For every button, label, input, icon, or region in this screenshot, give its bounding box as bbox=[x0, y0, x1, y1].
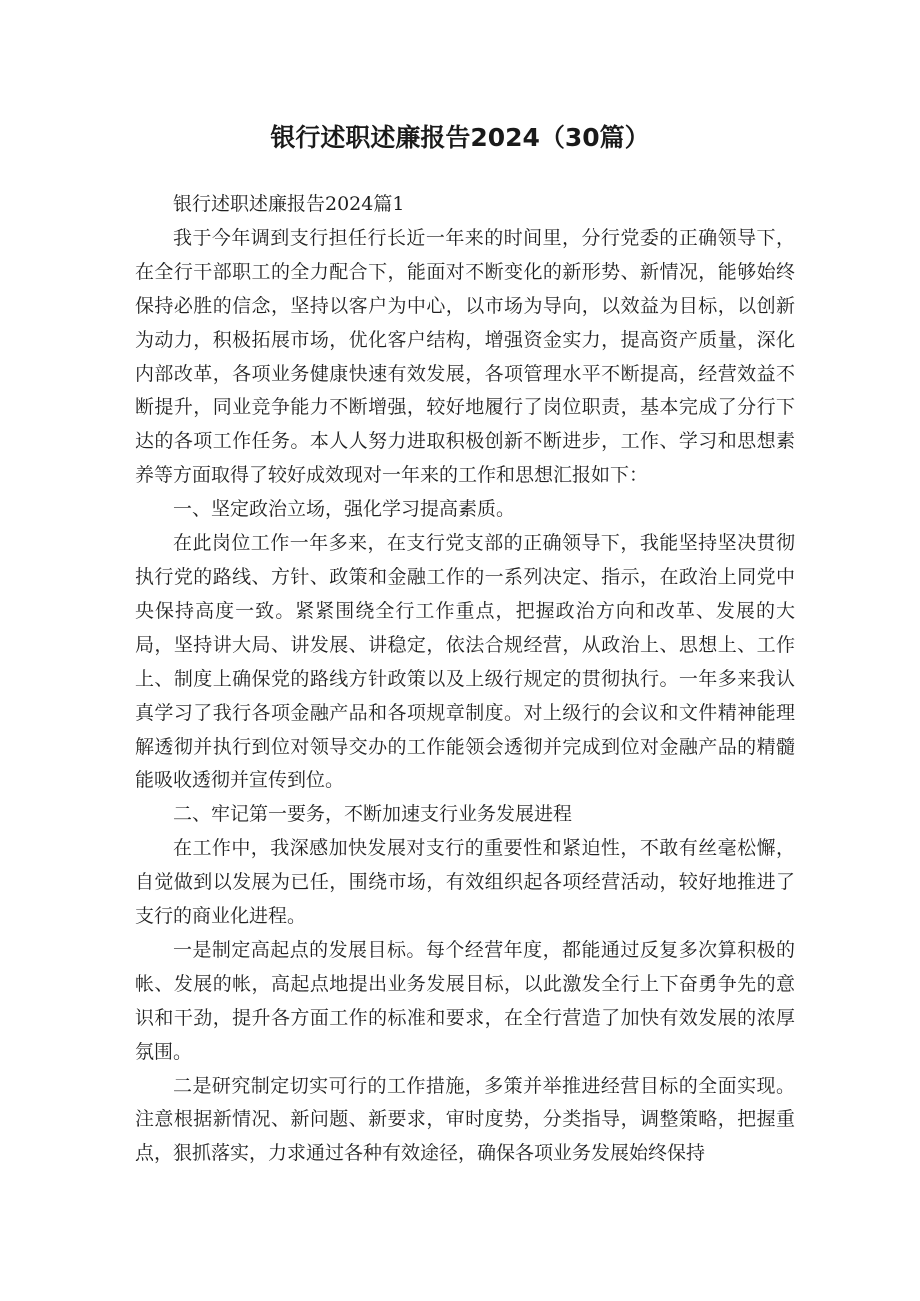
paragraph: 在工作中，我深感加快发展对支行的重要性和紧迫性，不敢有丝毫松懈，自觉做到以发展为已任，围绕市场，有效组织起各项经营活动，较好地推进了支行的商业化进程。 bbox=[135, 837, 795, 928]
paragraph: 二是研究制定切实可行的工作措施，多策并举推进经营目标的全面实现。注意根据新情况、新问题、新要求，审时度势，分类指导，调整策略，把握重点，狠抓落实，力求通过各种有效途径，确保各项业务发展始终保持 bbox=[135, 1074, 795, 1165]
section-heading: 银行述职述廉报告2024篇1 bbox=[173, 193, 405, 215]
document-title: 银行述职述廉报告2024（30篇） bbox=[270, 123, 650, 152]
subheading: 二、牢记第一要务，不断加速支行业务发展进程 bbox=[173, 803, 573, 826]
paragraph: 在此岗位工作一年多来，在支行党支部的正确领导下，我能坚持坚决贯彻执行党的路线、方针、政策和金融工作的一系列决定、指示，在政治上同党中央保持高度一致。紧紧围绕全行工作重点，把握政治方向和改革、发展的大局，坚持讲大局、讲发展、讲稳定，依法合规经营，从政治上、思想上、工作上、制度上确保党的路线方针政策以及上级行规定的贯彻执行。一年多来我认真学习了我行各项金融产品和各项规章制度。对上级行的会议和文件精神能理解透彻并执行到位对领导交办的工作能领会透彻并完成到位对金融产品的精髓能吸收透彻并宣传到位。 bbox=[135, 532, 795, 792]
paragraph: 一是制定高起点的发展目标。每个经营年度，都能通过反复多次算积极的帐、发展的帐，高起点地提出业务发展目标，以此激发全行上下奋勇争先的意识和干劲，提升各方面工作的标准和要求，在全行营造了加快有效发展的浓厚氛围。 bbox=[135, 938, 795, 1063]
subheading: 一、坚定政治立场，强化学习提高素质。 bbox=[173, 498, 516, 521]
paragraph: 我于今年调到支行担任行长近一年来的时间里，分行党委的正确领导下，在全行干部职工的全力配合下，能面对不断变化的新形势、新情况，能够始终保持必胜的信念，坚持以客户为中心，以市场为导向，以效益为目标，以创新为动力，积极拓展市场，优化客户结构，增强资金实力，提高资产质量，深化内部改革，各项业务健康快速有效发展，各项管理水平不断提高，经营效益不断提升，同业竞争能力不断增强，较好地履行了岗位职责，基本完成了分行下达的各项工作任务。本人人努力进取积极创新不断进步，工作、学习和思想素养等方面取得了较好成效现对一年来的工作和思想汇报如下： bbox=[135, 226, 795, 487]
document-body bbox=[135, 188, 795, 1171]
